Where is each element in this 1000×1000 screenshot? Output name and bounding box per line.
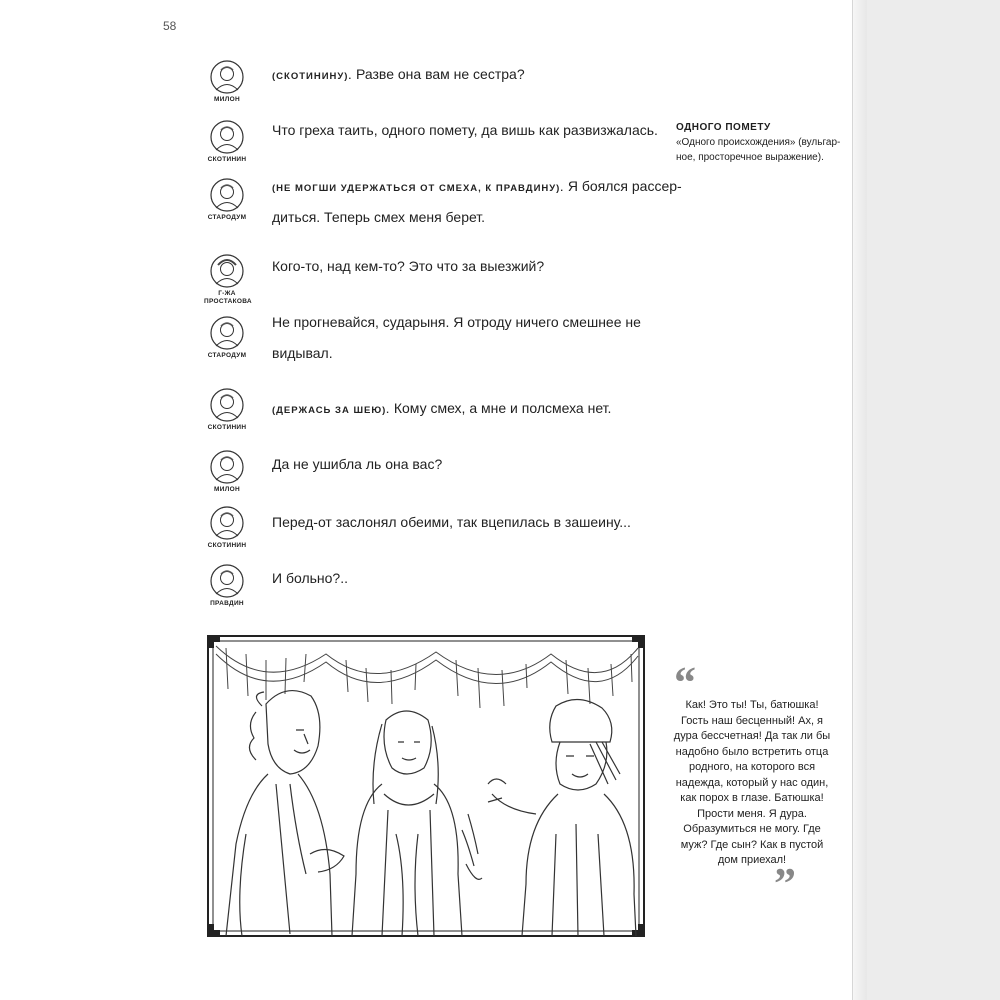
portrait-icon: [210, 178, 244, 212]
dialogue-line: [272, 508, 692, 539]
page-edge-shadow: [852, 0, 1000, 1000]
speaker-portrait: [204, 254, 250, 306]
dialogue-line: [272, 394, 692, 425]
portrait-icon: [210, 316, 244, 350]
line-text: Кому смех, а мне и полсмеха нет.: [389, 400, 612, 416]
quote-open-mark: “: [674, 658, 696, 707]
speaker-name: СКОТИНИН: [207, 156, 247, 163]
dialogue-line: [272, 172, 692, 231]
quote-text: Как! Это ты! Ты, батюшка! Гость наш бесценный! Ах, я дура бессчетная! Да так ли бы надобно было встретить отца родного, на которого вся надежда, который у нас один, как порох в глазе. Батюшка! Прости меня. Я дура. Образумиться не могу. Где муж? Где сын? Как в пустой дом приехал!: [673, 699, 831, 866]
dialogue-line: [272, 116, 692, 147]
portrait-icon: [210, 60, 244, 94]
line-text: Что греха таить, одного помету, да вишь как развизжалась.: [272, 122, 658, 138]
line-text: Я боялся рассер-диться. Теперь смех меня берет.: [272, 178, 682, 225]
line-text: Не прогневайся, сударыня. Я отроду ничего смешнее не видывал.: [272, 314, 641, 361]
glossary-note: [676, 120, 846, 165]
dialogue-line: [272, 308, 692, 367]
speaker-name: Г-ЖА ПРОСТАКОВА: [204, 290, 252, 305]
speaker-portrait: [204, 60, 250, 104]
portrait-icon: [210, 388, 244, 422]
speaker-portrait: [204, 316, 250, 360]
line-text: Разве она вам не сестра?: [352, 66, 525, 82]
stage-direction: (ДЕРЖАСЬ ЗА ШЕЮ).: [272, 405, 390, 416]
quote-box: [672, 658, 832, 908]
line-text: Кого-то, над кем-то? Это что за выезжий?: [272, 258, 545, 274]
line-text: Перед-от заслонял обеими, так вцепилась в зашеину...: [272, 514, 631, 530]
speaker-name: ПРАВДИН: [210, 600, 244, 607]
dialogue-line: [272, 450, 692, 481]
speaker-name: СТАРОДУМ: [207, 352, 247, 359]
line-text: И больно?..: [272, 570, 348, 586]
portrait-icon: [210, 450, 244, 484]
glossary-term: ОДНОГО ПОМЕТУ: [676, 122, 771, 133]
portrait-icon: [210, 564, 244, 598]
speaker-name: МИЛОН: [214, 96, 240, 103]
speaker-portrait: [204, 506, 250, 550]
speaker-name: МИЛОН: [214, 486, 240, 493]
speaker-name: СКОТИНИН: [207, 424, 247, 431]
speaker-name: СКОТИНИН: [207, 542, 247, 549]
dialogue-line: [272, 60, 692, 91]
page-number: 58: [163, 19, 177, 33]
speaker-portrait: [204, 450, 250, 494]
glossary-definition: «Одного происхождения» (вульгар-ное, просторечное выражение).: [676, 137, 841, 163]
portrait-icon: [210, 506, 244, 540]
stage-direction: (СКОТИНИНУ).: [272, 71, 353, 82]
dialogue-line: [272, 564, 692, 595]
speaker-portrait: [204, 564, 250, 608]
dialogue-line: [272, 252, 692, 283]
line-text: Да не ушибла ль она вас?: [272, 456, 443, 472]
stage-direction: (НЕ МОГШИ УДЕРЖАТЬСЯ ОТ СМЕХА, К ПРАВДИНУ).: [272, 183, 564, 194]
portrait-icon: [210, 120, 244, 154]
speaker-portrait: [204, 120, 250, 164]
scene-illustration: [206, 634, 646, 938]
speaker-portrait: [204, 178, 250, 222]
speaker-portrait: [204, 388, 250, 432]
quote-close-mark: ”: [774, 858, 796, 908]
portrait-icon: [210, 254, 244, 288]
speaker-name: СТАРОДУМ: [207, 214, 247, 221]
